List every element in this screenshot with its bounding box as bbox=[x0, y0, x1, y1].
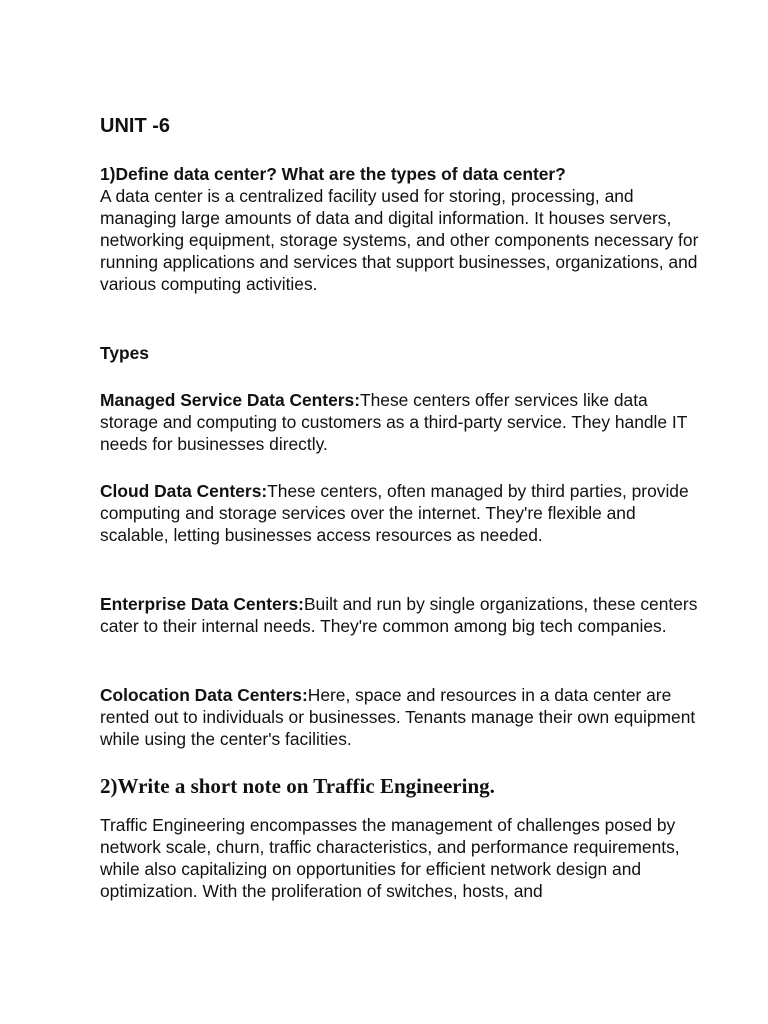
question-2-heading: 2)Write a short note on Traffic Engineering. bbox=[100, 774, 495, 798]
type-description: These centers, often managed by third parties, provide computing and storage services over the internet. They're flexible and scalable, letting businesses access resources as needed. bbox=[100, 481, 689, 546]
type-term: Enterprise Data Centers: bbox=[100, 594, 304, 614]
type-term: Colocation Data Centers: bbox=[100, 685, 308, 705]
type-description: These centers offer services like data storage and computing to customers as a third-party service. They handle IT needs for businesses directly. bbox=[100, 390, 688, 455]
question-2-body: Traffic Engineering encompasses the management of challenges posed by network scale, churn, traffic characteristics, and performance requirements, while also capitalizing on opportunities for efficient network design and optimization. With the proliferation of switches, hosts, and bbox=[100, 815, 680, 902]
question-1-block bbox=[100, 163, 700, 296]
type-item-enterprise bbox=[100, 593, 700, 637]
type-description: Here, space and resources in a data center are rented out to individuals or businesses. Tenants manage their own equipment while using the center's facilities. bbox=[100, 685, 696, 750]
types-heading: Types bbox=[100, 343, 149, 363]
type-term: Managed Service Data Centers: bbox=[100, 390, 360, 410]
question-1-heading: 1)Define data center? What are the types of data center? bbox=[100, 164, 566, 184]
type-item-managed-service bbox=[100, 389, 700, 455]
unit-title: UNIT -6 bbox=[100, 115, 170, 137]
type-item-cloud bbox=[100, 480, 700, 546]
type-description: Built and run by single organizations, these centers cater to their internal needs. They're common among big tech companies. bbox=[100, 594, 698, 637]
question-1-definition: A data center is a centralized facility used for storing, processing, and managing large amounts of data and digital information. It houses servers, networking equipment, storage systems, and other components necessary for running applications and services that support businesses, organizations, and various computing activities. bbox=[100, 186, 699, 295]
type-term: Cloud Data Centers: bbox=[100, 481, 268, 501]
type-item-colocation bbox=[100, 684, 700, 750]
